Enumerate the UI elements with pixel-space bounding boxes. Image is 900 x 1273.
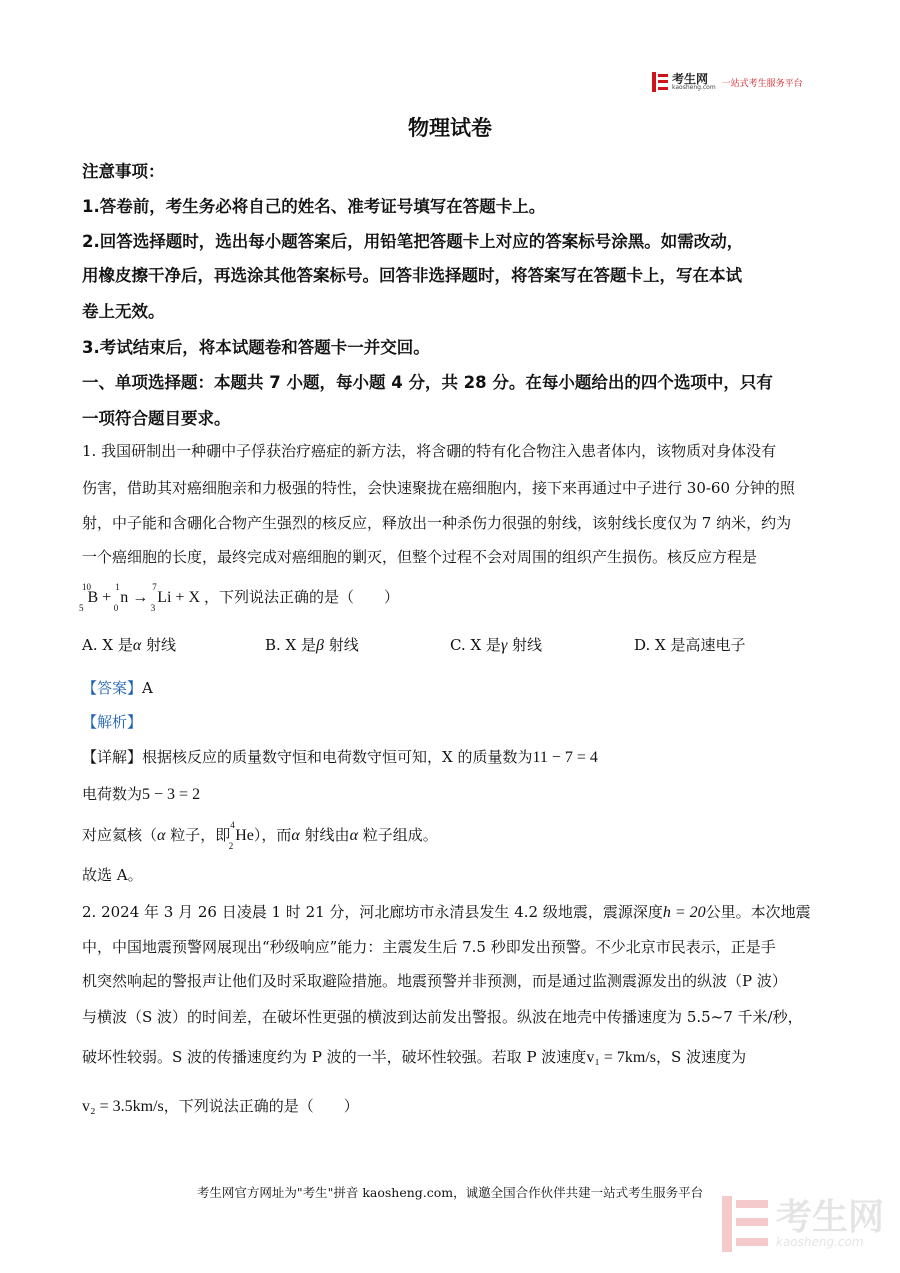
q2-line-2: 中，中国地震预警网展现出“秒级响应”能力：主震发生后 7.5 秒即发出预警。不少北京市民表示，正是手: [82, 938, 776, 956]
q2-line-6: v₂ = 3.5km/s，下列说法正确的是（ ）: [82, 1097, 359, 1115]
q2-line-1: 2. 2024 年 3 月 26 日凌晨 1 时 21 分，河北廊坊市永清县发生 4.2 级地震，震源深度h = 20公里。本次地震: [82, 903, 811, 921]
logo-name: 考生网: [672, 72, 709, 86]
answer-tag: 【答案】: [82, 679, 143, 697]
q1-line-1: 1. 我国研制出一种硼中子俘获治疗癌症的新方法，将含硼的特有化合物注入患者体内，该物质对身体没有: [82, 442, 777, 460]
watermark-name: 考生网: [776, 1197, 885, 1238]
q1-option-c[interactable]: C. X 是γ 射线: [450, 636, 543, 654]
section-1-line-2: 一项符合题目要求。: [82, 409, 231, 428]
logo-slogan: 一站式考生服务平台: [721, 78, 803, 89]
footer-text: 考生网官方网址为"考生"拼音 kaosheng.com，诚邀全国合作伙伴共建一站式考生服务平台: [196, 1185, 704, 1200]
kaosheng-logo-icon: [652, 72, 668, 92]
section-1-line-1: 一、单项选择题：本题共 7 小题，每小题 4 分，共 28 分。在每小题给出的四个选项中，只有: [82, 373, 773, 392]
notice-item-2-line-1: 2.回答选择题时，选出每小题答案后，用铅笔把答题卡上对应的答案标号涂黑。如需改动，: [82, 232, 744, 251]
notice-item-1: 1.答卷前，考生务必将自己的姓名、准考证号填写在答题卡上。: [82, 197, 546, 216]
q1-conclusion: 故选 A。: [82, 866, 143, 884]
q2-line-3: 机突然响起的警报声让他们及时采取避险措施。地震预警并非预测，而是通过监测震源发出的纵波（P 波）: [82, 972, 787, 990]
q1-line-2: 伤害，借助其对癌细胞亲和力极强的特性，会快速聚拢在癌细胞内，接下来再通过中子进行 30-60 分钟的照: [82, 479, 795, 497]
watermark-domain: kaosheng.com: [776, 1235, 864, 1249]
page-title: 物理试卷: [408, 116, 492, 140]
q1-answer: 【答案】A: [82, 679, 153, 697]
nuclear-equation: $^{10}_5$B + $^1_0$n → $^7_3$Li + X: [79, 582, 200, 613]
helium-nucleus: $^4_2$He: [228, 820, 254, 851]
notice-item-3: 3.考试结束后，将本试题卷和答题卡一并交回。: [82, 338, 430, 357]
analysis-tag: 【解析】: [82, 713, 143, 731]
watermark: [722, 1196, 884, 1252]
q1-option-a[interactable]: A. X 是α 射线: [82, 636, 177, 654]
q1-line-4: 一个癌细胞的长度，最终完成对癌细胞的剿灭，但整个过程不会对周围的组织产生损伤。核反应方程是: [82, 548, 758, 566]
detail-tag: 【详解】: [82, 748, 143, 766]
q1-equation-line: [79, 582, 400, 613]
q1-option-b[interactable]: B. X 是β 射线: [265, 636, 359, 654]
q1-detail-1: 【详解】根据核反应的质量数守恒和电荷数守恒可知，X 的质量数为11 − 7 = 4: [82, 748, 598, 766]
q2-line-5: 破坏性较弱。S 波的传播速度约为 P 波的一半，破坏性较强。若取 P 波速度v₁ = 7km/s，S 波速度为: [82, 1048, 747, 1066]
logo-domain: kaosheng.com: [672, 84, 716, 91]
q2-line-4: 与横波（S 波）的时间差，在破坏性更强的横波到达前发出警报。纵波在地壳中传播速度为 5.5~7 千米/秒，: [82, 1008, 803, 1026]
notice-item-2-line-2: 用橡皮擦干净后，再选涂其他答案标号。回答非选择题时，将答案写在答题卡上，写在本试: [82, 266, 742, 285]
notice-item-2-line-3: 卷上无效。: [82, 302, 165, 321]
q1-detail-2: 电荷数为5 − 3 = 2: [82, 785, 201, 803]
q1-option-d[interactable]: D. X 是高速电子: [634, 636, 746, 654]
kaosheng-watermark-icon: [722, 1196, 768, 1252]
q1-equation-tail: ，下列说法正确的是（ ）: [204, 588, 400, 606]
q1-line-3: 射，中子能和含硼化合物产生强烈的核反应，释放出一种杀伤力很强的射线，该射线长度仅为 7 纳米，约为: [82, 514, 792, 532]
notice-heading: 注意事项：: [82, 162, 165, 181]
q1-detail-3: 对应氦核（α 粒子，即$^4_2$He），而α 射线由α 粒子组成。: [82, 820, 438, 851]
header-logo: [652, 72, 803, 92]
